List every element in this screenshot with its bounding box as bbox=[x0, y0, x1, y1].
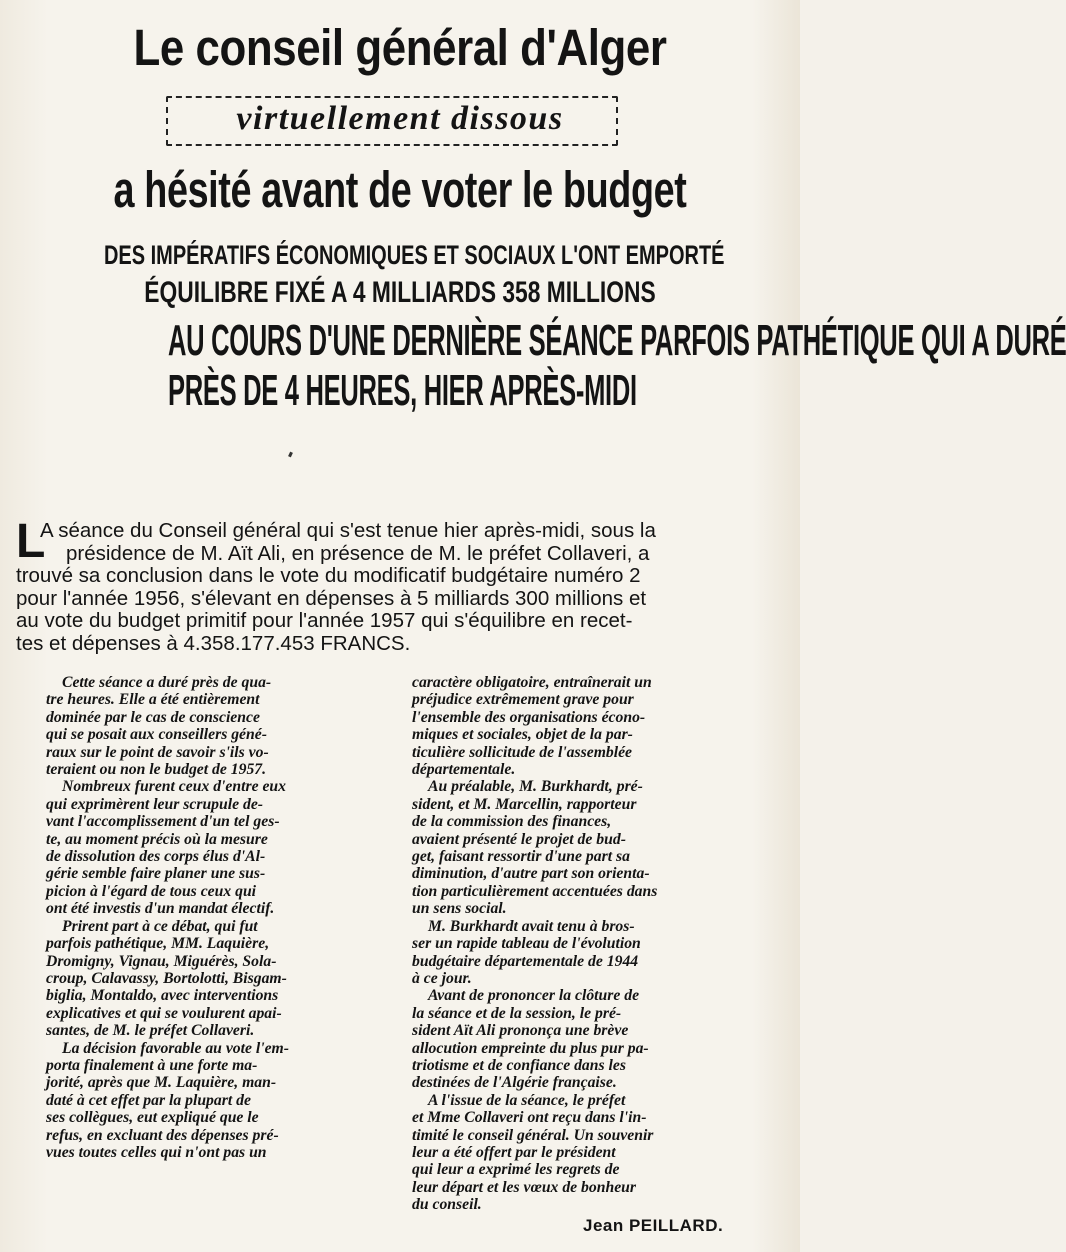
column-line: vues toutes celles qui n'ont pas un bbox=[46, 1143, 267, 1161]
column-line: jorité, après que M. Laquière, man- bbox=[46, 1074, 277, 1092]
column-line: à ce jour. bbox=[412, 969, 472, 987]
column-line: un sens social. bbox=[412, 900, 507, 918]
column-line: départementale. bbox=[412, 761, 516, 779]
column-line: destinées de l'Algérie française. bbox=[412, 1074, 617, 1092]
column-line: sident, et M. Marcellin, rapporteur bbox=[412, 795, 637, 813]
column-line: Prirent part à ce débat, qui fut bbox=[62, 917, 258, 935]
column-line: diminution, d'autre part son orienta- bbox=[412, 865, 650, 883]
deck-line-4: PRÈS DE 4 HEURES, HIER APRÈS-MIDI bbox=[168, 366, 637, 415]
column-line: raux sur le point de savoir s'ils vo- bbox=[46, 743, 269, 761]
column-line: caractère obligatoire, entraînerait un bbox=[412, 674, 652, 691]
column-line: dominée par le cas de conscience bbox=[46, 708, 260, 726]
lead-line: au vote du budget primitif pour l'année 1957 qui s'équilibre en recet- bbox=[16, 609, 633, 632]
column-line: miques et sociales, objet de la par- bbox=[412, 726, 633, 744]
column-line: Dromigny, Vignau, Miguérès, Sola- bbox=[46, 952, 277, 970]
column-line: leur départ et les vœux de bonheur bbox=[412, 1178, 636, 1196]
column-line: santes, de M. le préfet Collaveri. bbox=[46, 1022, 255, 1040]
lead-line: présidence de M. Aït Ali, en présence de M. le préfet Collaveri, a bbox=[66, 541, 650, 565]
lead-paragraph bbox=[16, 515, 786, 655]
column-line: croup, Calavassy, Bortolotti, Bisgam- bbox=[46, 969, 287, 987]
column-line: refus, en excluant des dépenses pré- bbox=[46, 1126, 279, 1144]
column-line: vant l'accomplissement d'un tel ges- bbox=[46, 813, 280, 831]
column-line: du conseil. bbox=[412, 1196, 482, 1214]
column-line: ont été investis d'un mandat électif. bbox=[46, 900, 275, 918]
column-line: Au préalable, M. Burkhardt, pré- bbox=[428, 778, 643, 796]
column-line: avaient présenté le projet de bud- bbox=[412, 830, 626, 848]
column-line: teraient ou non le budget de 1957. bbox=[46, 761, 267, 779]
column-line: qui exprimèrent leur scrupule de- bbox=[46, 795, 264, 813]
column-line: porta finalement à une forte ma- bbox=[46, 1056, 258, 1074]
headline-title: Le conseil général d'Alger bbox=[133, 19, 667, 76]
column-line: Avant de prononcer la clôture de bbox=[428, 987, 640, 1005]
column-line: de la commission des finances, bbox=[412, 813, 612, 831]
column-line: ticulière sollicitude de l'assemblée bbox=[412, 743, 633, 761]
column-line: budgétaire départementale de 1944 bbox=[412, 952, 639, 970]
headline-title-2: a hésité avant de voter le budget bbox=[113, 161, 687, 218]
drop-cap: L bbox=[16, 515, 46, 568]
column-line: get, faisant ressortir d'une part sa bbox=[412, 848, 630, 866]
column-line: daté à cet effet par la plupart de bbox=[46, 1091, 251, 1109]
column-line: allocution empreinte du plus pur pa- bbox=[412, 1039, 649, 1057]
author-signature: Jean PEILLARD. bbox=[583, 1216, 724, 1235]
column-line: explicatives et qui se voulurent apai- bbox=[46, 1004, 282, 1022]
column-line: l'ensemble des organisations écono- bbox=[412, 708, 646, 726]
lead-line: pour l'année 1956, s'élevant en dépenses à 5 milliards 300 millions et bbox=[16, 586, 647, 610]
column-line: parfois pathétique, MM. Laquière, bbox=[46, 935, 270, 953]
lead-line: trouvé sa conclusion dans le vote du modificatif budgétaire numéro 2 bbox=[16, 564, 641, 587]
column-line: ser un rapide tableau de l'évolution bbox=[412, 935, 641, 953]
column-line: gérie semble faire planer une sus- bbox=[46, 865, 266, 883]
column-line: qui leur a exprimé les regrets de bbox=[412, 1161, 620, 1179]
column-line: tre heures. Elle a été entièrement bbox=[46, 691, 260, 709]
column-line: A l'issue de la séance, le préfet bbox=[428, 1091, 626, 1109]
article-column-right bbox=[412, 674, 786, 1214]
column-line: Cette séance a duré près de qua- bbox=[62, 674, 272, 691]
column-line: Nombreux furent ceux d'entre eux bbox=[62, 778, 286, 796]
column-line: préjudice extrêmement grave pour bbox=[412, 691, 634, 709]
column-line: qui se posait aux conseillers géné- bbox=[46, 726, 267, 744]
column-line: tion particulièrement accentuées dans bbox=[412, 882, 658, 900]
column-line: et Mme Collaveri ont reçu dans l'in- bbox=[412, 1109, 647, 1127]
column-line: triotisme et de confiance dans les bbox=[412, 1056, 626, 1074]
ink-speck bbox=[288, 452, 293, 458]
lead-line: tes et dépenses à 4.358.177.453 FRANCS. bbox=[16, 631, 411, 655]
deck-line-1: DES IMPÉRATIFS ÉCONOMIQUES ET SOCIAUX L'ONT EMPORTÉ bbox=[104, 240, 725, 270]
column-line: la séance et de la session, le pré- bbox=[412, 1004, 622, 1022]
deck-line-3: AU COURS D'UNE DERNIÈRE SÉANCE PARFOIS PATHÉTIQUE QUI A DURÉ bbox=[168, 316, 1066, 365]
column-line: La décision favorable au vote l'em- bbox=[62, 1039, 289, 1057]
column-line: de dissolution des corps élus d'Al- bbox=[46, 848, 266, 866]
column-line: leur a été offert par le président bbox=[412, 1143, 616, 1161]
column-line: sident Aït Ali prononça une brève bbox=[412, 1022, 629, 1040]
lead-line: A séance du Conseil général qui s'est tenue hier après-midi, sous la bbox=[40, 519, 656, 542]
column-line: te, au moment précis où la mesure bbox=[46, 830, 268, 848]
column-line: picion à l'égard de tous ceux qui bbox=[46, 882, 257, 900]
article-column-left bbox=[46, 674, 400, 1161]
column-line: biglia, Montaldo, avec interventions bbox=[46, 987, 279, 1005]
column-line: timité le conseil général. Un souvenir bbox=[412, 1126, 654, 1144]
deck-line-2: ÉQUILIBRE FIXÉ A 4 MILLIARDS 358 MILLIONS bbox=[144, 276, 656, 309]
headline-subtitle: virtuellement dissous bbox=[236, 100, 564, 137]
column-line: M. Burkhardt avait tenu à bros- bbox=[428, 917, 635, 935]
column-line: ses collègues, eut expliqué que le bbox=[46, 1109, 259, 1127]
